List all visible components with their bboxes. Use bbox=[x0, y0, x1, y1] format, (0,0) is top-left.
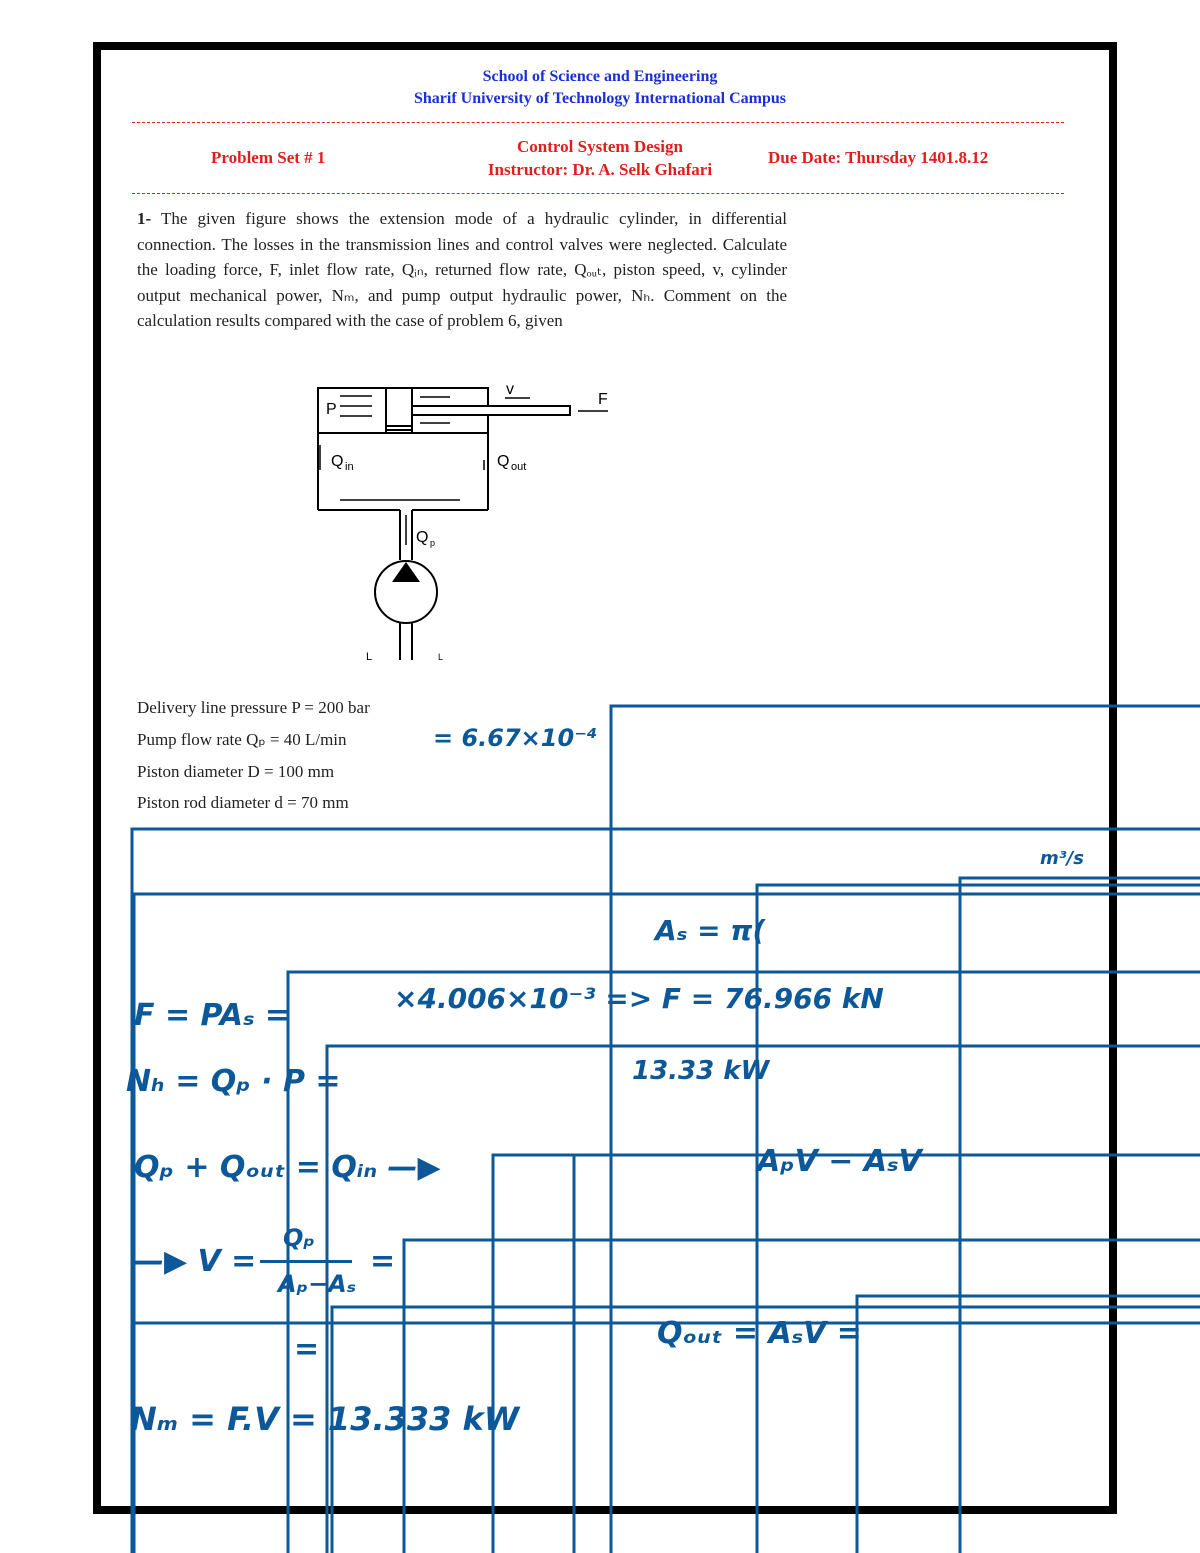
fig-label-p: P bbox=[326, 401, 337, 418]
fig-label-v: v bbox=[506, 381, 514, 398]
course-title: Control System Design bbox=[517, 137, 683, 156]
hw-flow-rhs: AₚV − AₛV bbox=[757, 1144, 922, 1179]
problem-text: The given figure shows the extension mode of a hydraulic cylinder, in differential connection. The losses in the transmission lines and control valves were neglected. Calculate the loading force, F, inlet flow rate, Qᵢₙ, returned flow rate, Qₒᵤₜ, piston speed, v, cylinder output mechanical power, Nₘ, and pump output hydraulic power, Nₕ. Comment on the calculation results compared with the case of problem 6, given bbox=[137, 209, 787, 330]
hw-force-eq: F = PAₛ = bbox=[134, 998, 290, 1033]
hw-velocity-eq: = bbox=[370, 1244, 396, 1279]
hw-velocity-lhs: —▶ V = bbox=[134, 1244, 257, 1279]
hw-qout-eq: Qₒᵤₜ = AₛV = bbox=[657, 1316, 862, 1351]
problem-set-label: Problem Set # 1 bbox=[211, 148, 326, 167]
fig-label-l2: L bbox=[438, 652, 444, 662]
fig-label-l1: L bbox=[366, 651, 373, 663]
fig-label-qout: Q bbox=[497, 453, 510, 470]
given-piston-diameter: Piston diameter D = 100 mm bbox=[137, 762, 335, 781]
hw-velocity-num: Qₚ bbox=[283, 1224, 315, 1252]
fig-label-qp: Q bbox=[416, 529, 429, 546]
problem-number: 1- bbox=[137, 209, 152, 228]
given-pressure: Delivery line pressure P = 200 bar bbox=[137, 698, 370, 717]
fig-label-qin-sub: in bbox=[345, 461, 354, 473]
hw-force-result: ×4.006×10⁻³ => F = 76.966 kN bbox=[394, 982, 884, 1015]
fig-label-qout-sub: out bbox=[511, 461, 527, 473]
fig-label-qp-sub: p bbox=[430, 538, 436, 548]
hw-hydraulic-power-val: 13.33 kW bbox=[632, 1056, 770, 1086]
instructor-name: Instructor: Dr. A. Selk Ghafari bbox=[487, 160, 713, 179]
campus-title: Sharif University of Technology International Campus bbox=[413, 90, 787, 107]
hw-area-eq: Aₛ = π( bbox=[655, 914, 766, 947]
hw-units-m3s: m³/s bbox=[1040, 848, 1084, 869]
hw-hydraulic-power-eq: Nₕ = Qₚ · P = bbox=[126, 1064, 341, 1099]
fig-label-qin: Q bbox=[331, 453, 344, 470]
given-rod-diameter: Piston rod diameter d = 70 mm bbox=[137, 793, 349, 812]
hw-flow-balance: Qₚ + Qₒᵤₜ = Qᵢₙ —▶ bbox=[134, 1150, 441, 1185]
due-date: Due Date: Thursday 1401.8.12 bbox=[768, 148, 989, 167]
given-flow-rate: Pump flow rate Qₚ = 40 L/min bbox=[137, 730, 347, 749]
hw-mech-power: Nₘ = F.V = 13.333 kW bbox=[130, 1400, 520, 1438]
hw-second-eq: = bbox=[294, 1332, 320, 1367]
hw-velocity-den: Aₚ−Aₛ bbox=[278, 1270, 356, 1298]
hw-fraction-bar bbox=[260, 1260, 352, 1263]
hw-qp-conversion: = 6.67×10⁻⁴ bbox=[433, 724, 598, 752]
fig-label-f: F bbox=[598, 391, 608, 408]
school-title: School of Science and Engineering bbox=[482, 68, 718, 85]
